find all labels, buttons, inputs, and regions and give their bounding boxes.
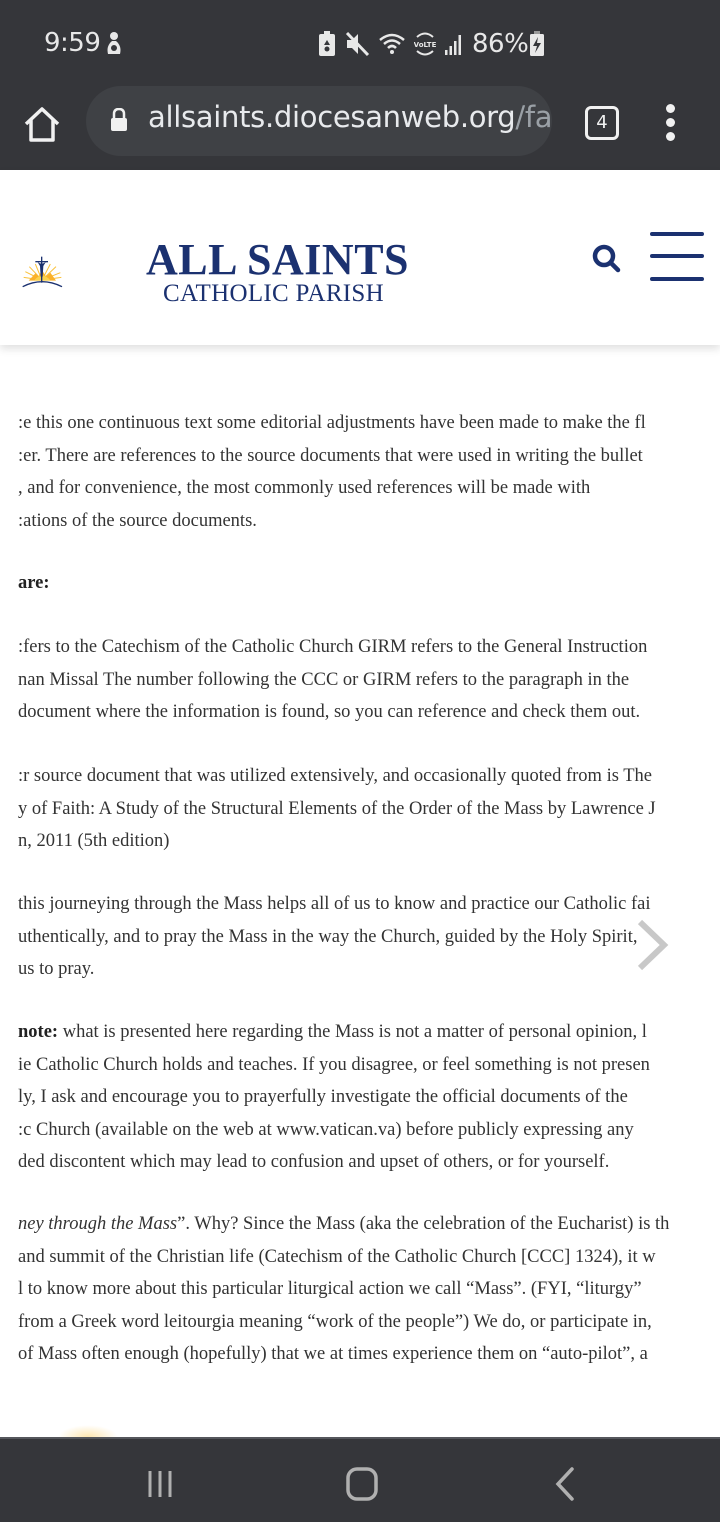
article-paragraph: [18, 888, 720, 986]
notification-icon: [102, 30, 126, 56]
text-line: :c Church (available on the web at www.vatican.va) before publicly expressing any: [18, 1119, 634, 1140]
text-line: :e this one continuous text some editorial adjustments have been made to make the fl: [18, 413, 646, 433]
article-paragraph: [18, 1016, 720, 1179]
back-icon[interactable]: [554, 1467, 576, 1501]
address-bar[interactable]: [86, 86, 552, 156]
text-span: ”. Why? Since the Mass (aka the celebration of the Eucharist) is th: [177, 1214, 670, 1234]
text-span: what is presented here regarding the Mass is not a matter of personal opinion, l: [58, 1022, 647, 1042]
site-header: [0, 170, 720, 345]
text-line: and summit of the Christian life (Catechism of the Catholic Church [CCC] 1324), it w: [18, 1246, 656, 1267]
url-host: allsaints.diocesanweb.org: [148, 100, 516, 134]
text-line: n, 2011 (5th edition): [18, 831, 170, 851]
text-line: this journeying through the Mass helps all of us to know and practice our Catholic fai: [18, 894, 651, 914]
battery-saver-icon: [318, 31, 336, 57]
hamburger-menu-icon[interactable]: [650, 232, 704, 282]
text-line: ly, I ask and encourage you to prayerfully investigate the official documents of the: [18, 1087, 628, 1107]
text-line: :r source document that was utilized extensively, and occasionally quoted from is The: [18, 766, 652, 786]
tab-switcher-button[interactable]: 4: [585, 106, 619, 140]
wifi-icon: [378, 32, 406, 56]
url-text[interactable]: [148, 100, 552, 134]
text-line: , and for convenience, the most commonly used references will be made with: [18, 478, 591, 498]
text-line: of Mass often enough (hopefully) that we at times experience them on “auto-pilot”, a: [18, 1344, 648, 1364]
logo-title[interactable]: ALL SAINTS: [146, 235, 410, 284]
svg-text:VoLTE: VoLTE: [414, 41, 436, 49]
text-line: from a Greek word leitourgia meaning “work of the people”) We do, or participate in,: [18, 1311, 652, 1332]
article-paragraph: [18, 407, 720, 537]
battery-charging-icon: [530, 31, 544, 57]
text-line: document where the information is found, so you can reference and check them out.: [18, 702, 641, 722]
status-time: 9:59: [44, 28, 101, 58]
italic-title: ney through the Mass: [18, 1214, 178, 1234]
article-heading: [18, 567, 720, 600]
text-line: [18, 1208, 720, 1241]
status-bar: [0, 0, 720, 90]
note-label: note:: [18, 1022, 59, 1042]
signal-icon: [444, 32, 464, 56]
browser-toolbar: [0, 90, 720, 170]
battery-percent: 86%: [472, 29, 529, 59]
article-content: [0, 345, 720, 1437]
home-nav-icon[interactable]: [346, 1467, 378, 1501]
lock-icon: [110, 108, 128, 132]
text-line: l to know more about this particular liturgical action we call “Mass”. (FYI, “liturgy”: [18, 1279, 642, 1299]
logo-subtitle[interactable]: CATHOLIC PARISH: [163, 280, 384, 307]
text-line: :fers to the Catechism of the Catholic Church GIRM refers to the General Instruction: [18, 637, 648, 657]
system-navigation-bar: [0, 1437, 720, 1522]
recents-icon[interactable]: [147, 1469, 175, 1499]
mute-icon: [344, 31, 370, 57]
url-path: /fa: [515, 100, 552, 134]
volte-icon: [414, 30, 436, 58]
text-line: y of Faith: A Study of the Structural Elements of the Order of the Mass by Lawrence J: [18, 798, 656, 819]
text-line: are:: [18, 573, 50, 593]
text-line: ded discontent which may lead to confusion and upset of others, or for yourself.: [18, 1152, 610, 1172]
text-line: ie Catholic Church holds and teaches. If you disagree, or feel something is not presen: [18, 1054, 650, 1075]
next-slide-arrow-icon[interactable]: [634, 918, 670, 972]
article-paragraph: [18, 760, 720, 858]
text-line: :er. There are references to the source documents that were used in writing the bullet: [18, 445, 643, 466]
text-line: [18, 1016, 720, 1049]
status-icons: [318, 30, 544, 58]
text-line: nan Missal The number following the CCC or GIRM refers to the paragraph in the: [18, 669, 630, 690]
parish-logo[interactable]: [22, 225, 152, 320]
more-menu-icon[interactable]: [660, 104, 680, 144]
text-line: :ations of the source documents.: [18, 510, 257, 531]
home-icon[interactable]: [22, 104, 62, 144]
text-line: uthentically, and to pray the Mass in the way the Church, guided by the Holy Spirit,: [18, 926, 638, 947]
search-icon[interactable]: [590, 242, 624, 276]
text-line: us to pray.: [18, 959, 95, 979]
footer-logo-peek: [58, 1425, 118, 1437]
article-paragraph: [18, 631, 720, 729]
article-paragraph: [18, 1208, 720, 1371]
